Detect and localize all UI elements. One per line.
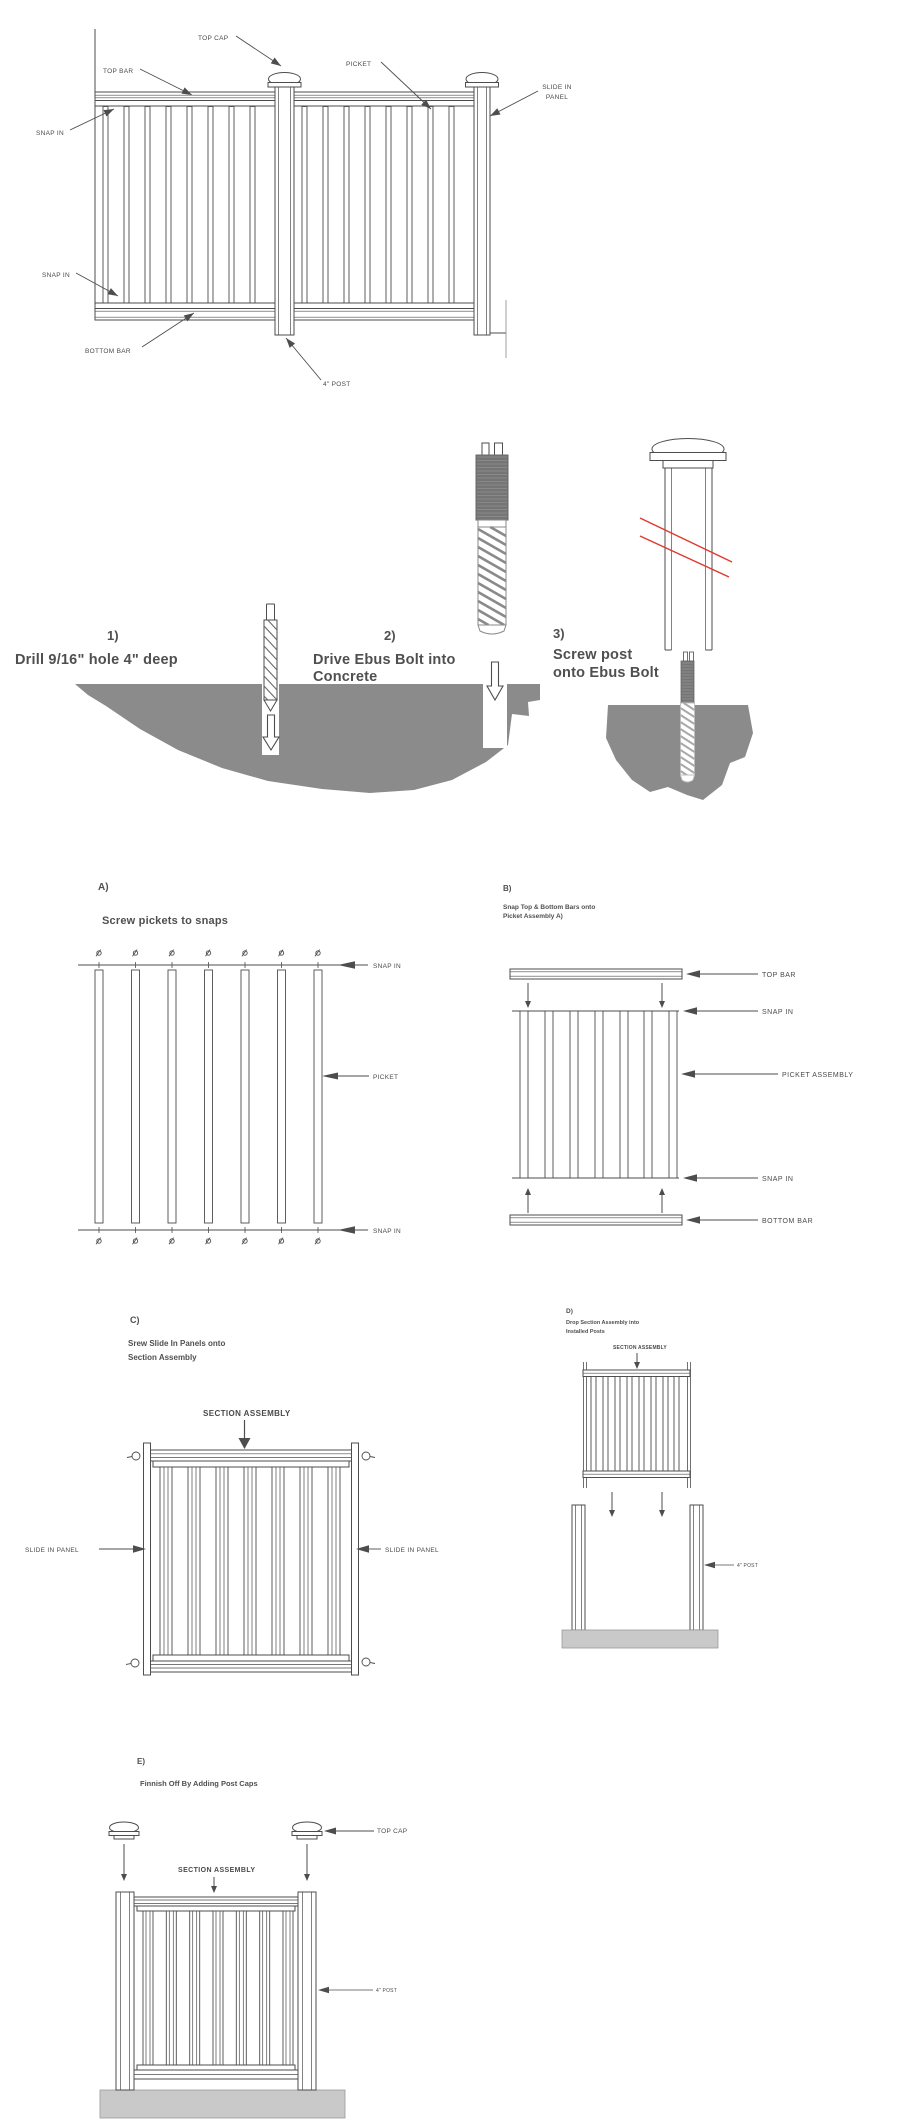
section-b-bottom-bar-label: BOTTOM BAR — [762, 1218, 814, 1225]
section-d-title-line2: Installed Posts — [566, 1329, 605, 1335]
overview-post-label: 4" POST — [323, 381, 351, 388]
section-c-slide-in-panels — [25, 1315, 439, 1675]
section-c-title-line1: Srew Slide In Panels onto — [128, 1339, 226, 1348]
step3-title-line2: onto Ebus Bolt — [553, 665, 659, 681]
overview-snap-in-top-label: SNAP IN — [36, 130, 64, 137]
overview-snap-in-bottom-label: SNAP IN — [42, 272, 70, 279]
section-b-title-line1: Snap Top & Bottom Bars onto — [503, 904, 596, 911]
section-a-geometry — [78, 950, 369, 1245]
section-a-snap-in-top-label: SNAP IN — [373, 963, 401, 970]
concrete-install-steps — [15, 439, 753, 801]
section-a-title: Screw pickets to snaps — [102, 915, 229, 927]
section-e-top-cap-label: TOP CAP — [377, 1828, 408, 1835]
section-c-slide-in-panel-left-label: SLIDE IN PANEL — [25, 1547, 79, 1554]
step2-title-line1: Drive Ebus Bolt into — [313, 652, 456, 668]
overview-slide-in-panel-label-line1: SLIDE IN — [542, 84, 572, 91]
step3-number: 3) — [553, 626, 565, 641]
step3-title-line1: Screw post — [553, 647, 633, 663]
section-e-section-assembly-label: SECTION ASSEMBLY — [178, 1867, 256, 1874]
section-b-snap-in-bottom-label: SNAP IN — [762, 1176, 794, 1183]
section-e-title: Finnish Off By Adding Post Caps — [140, 1779, 258, 1788]
concrete-install-geometry — [75, 439, 753, 801]
step2-number: 2) — [384, 628, 396, 643]
overview-slide-in-panel-label-line2: PANEL — [545, 94, 569, 101]
section-b-id: B) — [503, 884, 512, 893]
section-d-post-label: 4" POST — [737, 1563, 758, 1569]
section-a-screw-pickets — [78, 882, 401, 1244]
section-d-drop-assembly — [562, 1308, 758, 1648]
section-c-geometry — [99, 1420, 381, 1675]
section-b-snap-bars — [503, 884, 853, 1225]
section-d-section-assembly-label: SECTION ASSEMBLY — [613, 1345, 667, 1351]
section-d-title-line1: Drop Section Assembly into — [566, 1320, 640, 1326]
section-e-id: E) — [137, 1757, 145, 1766]
section-a-picket-label: PICKET — [373, 1074, 399, 1081]
section-c-title-line2: Section Assembly — [128, 1353, 197, 1362]
section-b-snap-in-top-label: SNAP IN — [762, 1009, 794, 1016]
step2-title-line2: Concrete — [313, 669, 378, 685]
section-b-top-bar-label: TOP BAR — [762, 972, 796, 979]
railing-overview-diagram — [36, 29, 572, 388]
step1-title: Drill 9/16" hole 4" deep — [15, 652, 178, 668]
railing-overview-geometry — [70, 29, 538, 380]
section-b-geometry — [510, 969, 778, 1225]
overview-top-cap-label: TOP CAP — [198, 35, 229, 42]
section-b-title-line2: Picket Assembly A) — [503, 913, 563, 920]
section-a-id: A) — [98, 882, 109, 893]
section-a-snap-in-bottom-label: SNAP IN — [373, 1228, 401, 1235]
section-e-post-caps — [100, 1757, 407, 2118]
section-c-id: C) — [130, 1315, 140, 1325]
section-c-section-assembly-label: SECTION ASSEMBLY — [203, 1409, 291, 1418]
section-d-geometry — [562, 1353, 734, 1648]
step1-number: 1) — [107, 628, 119, 643]
overview-picket-label: PICKET — [346, 61, 372, 68]
overview-bottom-bar-label: BOTTOM BAR — [85, 348, 131, 355]
section-b-picket-assembly-label: PICKET ASSEMBLY — [782, 1072, 854, 1079]
section-d-id: D) — [566, 1308, 573, 1315]
section-c-slide-in-panel-right-label: SLIDE IN PANEL — [385, 1547, 439, 1554]
section-e-post-label: 4" POST — [376, 1988, 397, 1994]
overview-top-bar-label: TOP BAR — [103, 68, 134, 75]
